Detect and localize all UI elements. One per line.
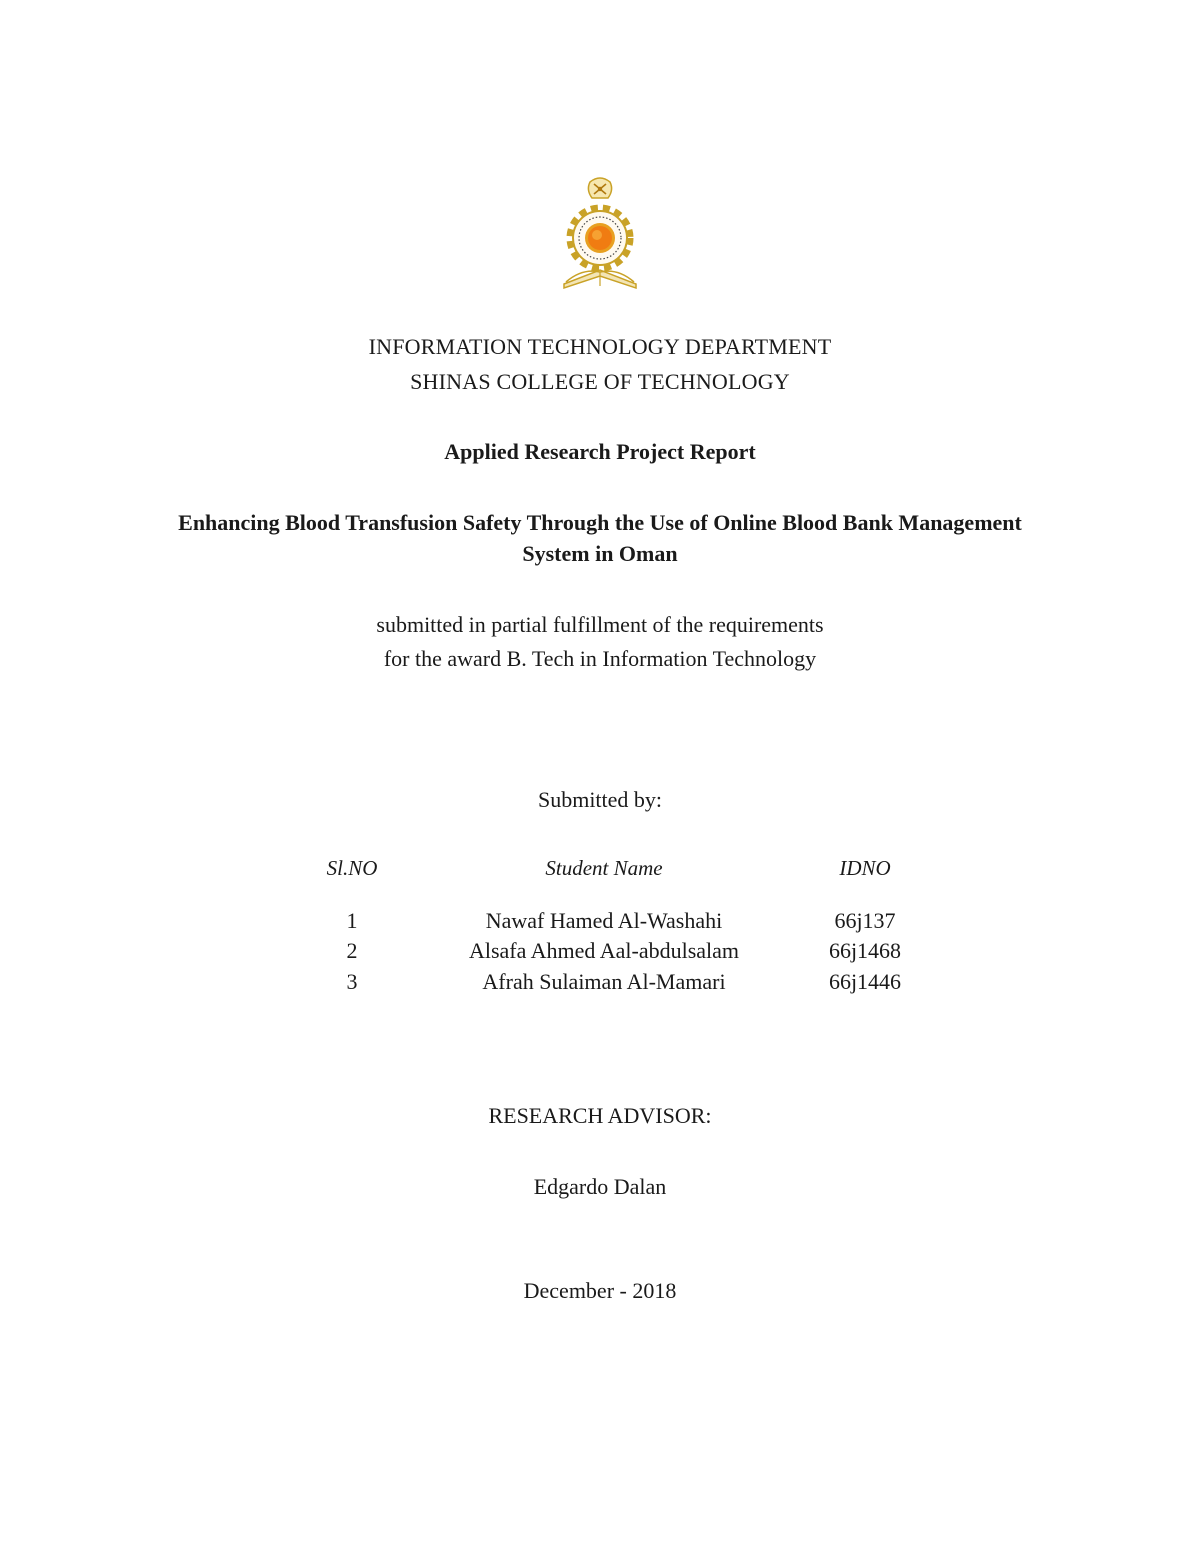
- crest-icon: [588, 178, 611, 198]
- college-logo: [556, 172, 644, 290]
- header-student-name: Student Name: [545, 856, 663, 880]
- research-advisor-label: RESEARCH ADVISOR:: [488, 1103, 712, 1128]
- header-sl-no: Sl.NO: [326, 856, 378, 880]
- row-sl-no: 1: [346, 908, 358, 933]
- department-name: INFORMATION TECHNOLOGY DEPARTMENT: [368, 334, 832, 359]
- submission-date: December - 2018: [523, 1278, 677, 1303]
- report-title-line-2: System in Oman: [522, 541, 678, 566]
- row-student-name: Afrah Sulaiman Al-Mamari: [482, 969, 726, 994]
- report-title-line-1: Enhancing Blood Transfusion Safety Through the Use of Online Blood Bank Management: [178, 510, 1022, 535]
- row-id-no: 66j1468: [828, 938, 902, 963]
- row-student-name: Nawaf Hamed Al-Washahi: [485, 908, 723, 933]
- research-advisor-name: Edgardo Dalan: [533, 1174, 667, 1199]
- header-id-no: IDNO: [839, 856, 891, 880]
- row-id-no: 66j137: [834, 908, 896, 933]
- submission-statement-line-2: for the award B. Tech in Information Technology: [383, 646, 817, 671]
- report-type: Applied Research Project Report: [444, 439, 756, 464]
- row-sl-no: 3: [346, 969, 358, 994]
- row-student-name: Alsafa Ahmed Aal-abdulsalam: [468, 938, 740, 963]
- sun-icon: [585, 223, 615, 253]
- submission-statement-line-1: submitted in partial fulfillment of the requirements: [376, 612, 824, 637]
- row-sl-no: 2: [346, 938, 358, 963]
- submitted-by-label: Submitted by:: [537, 787, 663, 812]
- college-name: SHINAS COLLEGE OF TECHNOLOGY: [410, 369, 790, 394]
- row-id-no: 66j1446: [828, 969, 902, 994]
- book-icon: [564, 270, 636, 288]
